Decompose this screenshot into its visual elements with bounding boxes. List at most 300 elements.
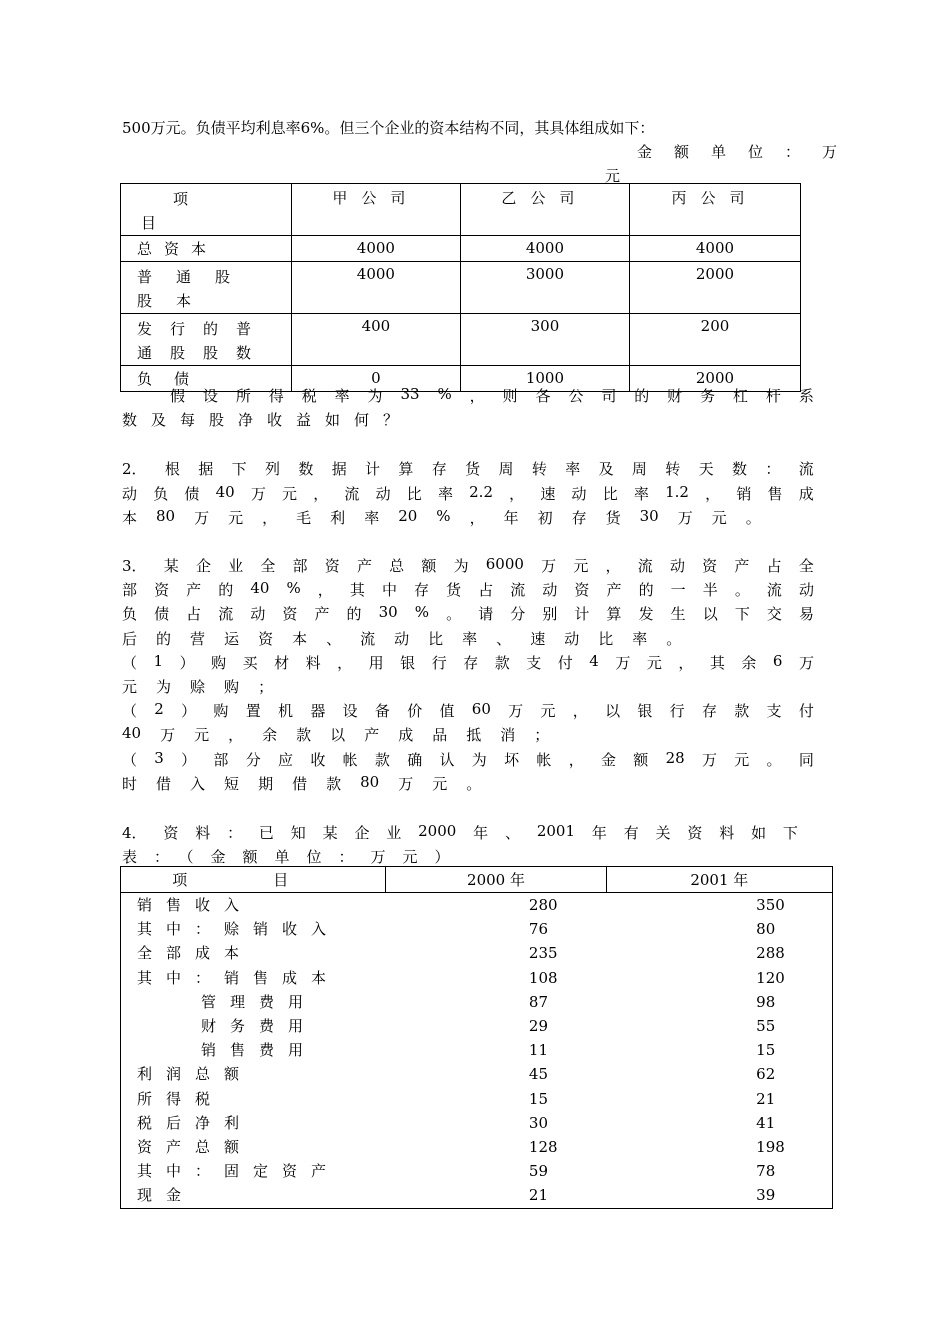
- text-token: 计: [574, 605, 590, 624]
- text-token: 入: [190, 774, 206, 793]
- text-token: 材: [274, 653, 290, 672]
- text-token: 负: [122, 605, 138, 624]
- text-token: 已: [258, 824, 274, 842]
- text-token: ，: [313, 484, 329, 503]
- text-token: 款: [296, 726, 312, 745]
- value-2000: 235: [528, 944, 558, 963]
- text-token: 数: [298, 460, 314, 478]
- text-token: 负: [153, 484, 169, 503]
- text-token: 的: [218, 581, 234, 600]
- text-token: ，: [317, 581, 333, 600]
- cell-value: 2000: [629, 366, 800, 392]
- q3-text-line: [122, 579, 814, 600]
- table-row: [121, 990, 833, 1014]
- value-2001: 80: [756, 920, 776, 939]
- text-token: 转: [531, 460, 547, 478]
- text-token: 成: [798, 484, 814, 503]
- row-label: 管理费用: [201, 992, 318, 1011]
- text-token: ）: [181, 750, 197, 769]
- text-token: 帐: [342, 750, 358, 769]
- text-token: 40: [122, 724, 142, 743]
- header-2001: 2001 年: [606, 867, 832, 893]
- text-token: （: [122, 702, 138, 721]
- q2-text-line: [122, 458, 814, 479]
- text-token: 周: [631, 460, 647, 478]
- value-2001: 78: [756, 1162, 776, 1181]
- row-label: 普通股股本: [137, 268, 255, 310]
- text-token: ，: [337, 653, 353, 672]
- text-token: 部: [213, 750, 229, 769]
- table-row: [121, 917, 833, 941]
- text-token: 年: [591, 824, 607, 842]
- text-token: 元: [122, 678, 138, 696]
- header-item-label: 项目: [172, 871, 375, 889]
- text-token: 年: [473, 824, 489, 842]
- value-2001: 120: [756, 968, 785, 987]
- text-token: 司: [601, 387, 617, 405]
- cell-value: 4000: [291, 262, 460, 314]
- text-token: 售: [767, 484, 783, 503]
- text-token: 料: [305, 653, 321, 672]
- text-token: 比: [406, 484, 422, 503]
- text-token: 坏: [504, 750, 520, 769]
- table-row: [121, 893, 833, 918]
- header-cell: [460, 184, 629, 236]
- text-token: 动: [250, 605, 266, 624]
- text-token: 据: [198, 460, 214, 478]
- text-token: 万: [250, 484, 266, 503]
- cell-value: 200: [629, 314, 800, 366]
- q3-text-line: [122, 773, 814, 794]
- text-token: 下: [734, 605, 750, 624]
- text-token: 同: [798, 750, 814, 769]
- text-token: ，: [469, 387, 485, 405]
- table-row: [121, 966, 833, 990]
- text-token: 支: [526, 653, 542, 672]
- text-token: 率: [462, 629, 478, 648]
- text-token: 3．: [122, 557, 147, 575]
- text-token: 设: [202, 387, 218, 405]
- text-token: 购: [224, 678, 240, 696]
- text-token: 买: [242, 653, 258, 672]
- text-token: 用: [368, 653, 384, 672]
- text-token: 全: [260, 557, 276, 575]
- text-token: 下: [231, 460, 247, 478]
- value-2001: 198: [756, 1138, 785, 1157]
- row-label: 利润总额: [137, 1065, 254, 1084]
- text-token: 如: [751, 824, 767, 842]
- text-token: 务: [700, 387, 716, 405]
- row-label-cell: [121, 314, 292, 366]
- table-row: [121, 236, 801, 262]
- table-row: [121, 1135, 833, 1159]
- text-token: 20: [398, 507, 418, 525]
- row-label: 总资本: [137, 240, 219, 258]
- text-token: 计: [365, 460, 381, 478]
- q2-text-line: [122, 483, 814, 504]
- text-token: 认: [439, 750, 455, 769]
- text-token: ，: [572, 702, 588, 721]
- text-token: 万: [798, 653, 814, 672]
- text-token: 的: [346, 605, 362, 624]
- text-token: 资: [574, 581, 590, 600]
- text-token: 速: [540, 484, 556, 503]
- text-token: 万: [398, 774, 414, 793]
- value-2000: 11: [528, 1041, 548, 1060]
- text-token: 产: [364, 726, 380, 745]
- text-token: ；: [534, 726, 550, 745]
- text-token: 为: [471, 750, 487, 769]
- text-token: 根: [164, 460, 180, 478]
- row-label: 全部成本: [137, 944, 254, 963]
- text-token: 占: [766, 557, 782, 575]
- value-2001: 350: [756, 896, 785, 914]
- text-token: 转: [665, 460, 681, 478]
- value-2001: 41: [756, 1113, 776, 1132]
- text-token: 设: [342, 702, 358, 721]
- table-header-row: [121, 867, 833, 893]
- text-token: 率: [632, 629, 648, 648]
- text-token: 余: [741, 653, 757, 672]
- text-token: 元: [194, 726, 210, 745]
- text-token: 销: [736, 484, 752, 503]
- text-token: 占: [478, 581, 494, 600]
- text-token: 6000: [485, 555, 524, 573]
- text-token: 。: [446, 605, 462, 624]
- cell-value: 2000: [629, 262, 800, 314]
- value-2001: 15: [756, 1041, 776, 1060]
- intro-text: 500万元。负债平均利息率6%。但三个企业的资本结构不同，其具体组成如下：: [122, 119, 655, 137]
- value-2001: 98: [756, 992, 776, 1011]
- value-2000: 59: [528, 1162, 548, 1181]
- text-token: 率: [633, 484, 649, 503]
- text-token: 6: [772, 651, 783, 670]
- value-2000: 128: [528, 1138, 558, 1157]
- row-label: 现金: [137, 1186, 196, 1205]
- text-token: 比: [602, 484, 618, 503]
- text-token: 知: [290, 824, 306, 842]
- row-label: 其中：销售成本: [137, 968, 341, 987]
- text-token: 列: [264, 460, 280, 478]
- cell-value: 4000: [629, 236, 800, 262]
- q3-text-line: [122, 700, 814, 721]
- text-token: 。: [734, 581, 750, 600]
- value-2000: 21: [528, 1186, 548, 1205]
- text-token: 一: [670, 581, 686, 600]
- text-token: 请: [478, 605, 494, 624]
- text-token: 中: [381, 581, 397, 600]
- header-item-first: 项: [173, 190, 189, 208]
- text-token: 某: [322, 824, 338, 842]
- text-token: 付: [798, 702, 814, 721]
- text-token: 动: [375, 484, 391, 503]
- value-2000: 87: [528, 992, 548, 1011]
- cell-value: 4000: [291, 236, 460, 262]
- cell-value: 3000: [460, 262, 629, 314]
- text-token: 银: [637, 702, 653, 721]
- text-token: 存: [414, 581, 430, 600]
- text-token: 毛: [296, 509, 312, 527]
- text-token: 率: [437, 484, 453, 503]
- text-token: 机: [278, 702, 294, 721]
- header-cell: [291, 184, 460, 236]
- table-row: [121, 941, 833, 965]
- table-header-row: [121, 184, 801, 236]
- text-token: 抵: [466, 726, 482, 745]
- row-label: 销售费用: [201, 1041, 318, 1060]
- text-token: 值: [439, 702, 455, 721]
- value-2000: 76: [528, 920, 548, 939]
- text-token: 1.2: [665, 482, 689, 501]
- text-token: 率: [334, 387, 350, 405]
- text-token: 备: [374, 702, 390, 721]
- text-token: %: [414, 603, 430, 622]
- text-token: 40: [215, 482, 235, 501]
- text-token: 杠: [733, 387, 749, 405]
- row-label: 其中：固定资产: [137, 1162, 341, 1181]
- header-company-b: 乙公司: [501, 189, 589, 207]
- text-token: 33: [400, 385, 420, 403]
- text-token: ，: [568, 750, 584, 769]
- text-token: 公: [568, 387, 584, 405]
- text-token: 据: [331, 460, 347, 478]
- text-token: 。: [466, 774, 482, 793]
- q3-text-line: [122, 749, 814, 770]
- text-token: 万: [677, 509, 693, 527]
- text-token: 的: [156, 629, 172, 648]
- cell-value: 1000: [460, 366, 629, 392]
- text-token: 货: [465, 460, 481, 478]
- text-token: 金: [600, 750, 616, 769]
- text-token: 40: [250, 579, 270, 598]
- text-token: 得: [268, 387, 284, 405]
- text-token: 有: [623, 824, 639, 842]
- text-token: 动: [394, 629, 410, 648]
- text-token: 假: [170, 387, 186, 405]
- text-token: 产: [606, 581, 622, 600]
- text-token: ，: [605, 557, 621, 575]
- text-token: 资: [163, 824, 179, 842]
- text-token: 30: [639, 507, 659, 525]
- text-token: 2: [154, 700, 164, 719]
- text-token: 流: [218, 605, 234, 624]
- text-token: 3: [154, 748, 164, 767]
- text-token: 赊: [190, 678, 206, 696]
- text-token: 。: [766, 750, 782, 769]
- text-token: 本: [122, 509, 138, 527]
- text-token: 动: [571, 484, 587, 503]
- text-token: ）: [179, 653, 195, 672]
- text-token: 。: [745, 509, 761, 527]
- text-token: 杆: [765, 387, 781, 405]
- row-label-cell: [121, 236, 292, 262]
- text-token: 购: [211, 653, 227, 672]
- text-token: ，: [678, 653, 694, 672]
- text-token: 资: [687, 824, 703, 842]
- text-token: 运: [224, 629, 240, 648]
- text-token: 为: [453, 557, 469, 575]
- text-token: 利: [330, 509, 346, 527]
- text-token: 天: [698, 460, 714, 478]
- text-token: 万: [615, 653, 631, 672]
- text-token: 货: [446, 581, 462, 600]
- text-token: 动: [669, 557, 685, 575]
- text-token: 资: [324, 557, 340, 575]
- text-token: 置: [245, 702, 261, 721]
- text-token: 消: [500, 726, 516, 745]
- value-2001: 62: [756, 1065, 776, 1084]
- text-token: %: [437, 385, 452, 403]
- text-token: 元: [228, 509, 244, 527]
- text-token: 存: [701, 702, 717, 721]
- value-2000: 29: [528, 1017, 548, 1036]
- text-token: 产: [314, 605, 330, 624]
- text-token: 支: [766, 702, 782, 721]
- text-token: 流: [637, 557, 653, 575]
- table-body: [121, 893, 833, 1209]
- text-token: 流: [798, 460, 814, 478]
- text-token: 周: [498, 460, 514, 478]
- header-cell: [121, 184, 292, 236]
- text-token: 、: [496, 629, 512, 648]
- text-token: 余: [262, 726, 278, 745]
- text-token: 元: [646, 653, 662, 672]
- text-token: 4．: [122, 824, 147, 842]
- text-token: 款: [734, 702, 750, 721]
- text-token: 货: [605, 509, 621, 527]
- cell-value: 0: [291, 366, 460, 392]
- text-token: 部: [122, 581, 138, 600]
- text-token: 比: [428, 629, 444, 648]
- text-token: 收: [310, 750, 326, 769]
- text-token: 万: [701, 750, 717, 769]
- text-token: 、: [504, 824, 520, 842]
- table-row: [121, 1111, 833, 1135]
- text-token: 后: [122, 629, 138, 648]
- text-token: 全: [798, 557, 814, 575]
- q3-text-line: [122, 603, 814, 624]
- text-token: 流: [766, 581, 782, 600]
- text-token: 以: [330, 726, 346, 745]
- text-token: 本: [292, 629, 308, 648]
- text-token: ，: [262, 509, 278, 527]
- financial-data-table: [120, 866, 833, 1209]
- text-token: 额: [421, 557, 437, 575]
- text-token: ：: [765, 460, 781, 478]
- value-2001: 55: [756, 1017, 776, 1036]
- row-label: 负债: [137, 370, 212, 388]
- text-token: 帐: [536, 750, 552, 769]
- text-token: 比: [598, 629, 614, 648]
- q3-text-line: [122, 555, 814, 576]
- text-token: 流: [360, 629, 376, 648]
- text-token: %: [436, 507, 451, 525]
- text-token: 存: [431, 460, 447, 478]
- text-token: 2001: [536, 822, 576, 840]
- row-label: 发行的普通股股数: [137, 320, 270, 362]
- text-token: 关: [655, 824, 671, 842]
- text-token: 元: [711, 509, 727, 527]
- text-token: 确: [407, 750, 423, 769]
- header-cell: [629, 184, 800, 236]
- text-token: 所: [235, 387, 251, 405]
- text-token: %: [286, 579, 301, 598]
- header-2000: 2000 年: [386, 867, 606, 893]
- q1-text-line-1: [170, 385, 814, 406]
- text-token: 流: [344, 484, 360, 503]
- header-item: [121, 867, 386, 893]
- table-row: [121, 1014, 833, 1038]
- text-token: （: [122, 653, 138, 672]
- text-token: 分: [510, 605, 526, 624]
- text-token: 料: [195, 824, 211, 842]
- text-token: ；: [258, 678, 274, 696]
- text-token: 率: [364, 509, 380, 527]
- q3-text-line: [122, 724, 814, 745]
- text-token: 其: [709, 653, 725, 672]
- text-token: ）: [181, 702, 197, 721]
- text-token: 则: [502, 387, 518, 405]
- text-token: 半: [702, 581, 718, 600]
- table-row: [121, 262, 801, 314]
- table-row: [121, 1159, 833, 1183]
- text-token: 4: [589, 651, 599, 670]
- text-token: 时: [122, 774, 138, 793]
- text-token: 财: [667, 387, 683, 405]
- text-token: （: [122, 750, 138, 769]
- text-token: 产: [186, 581, 202, 600]
- text-token: 速: [530, 629, 546, 648]
- text-token: 流: [510, 581, 526, 600]
- text-token: 动: [798, 581, 814, 600]
- text-token: 分: [245, 750, 261, 769]
- text-token: 28: [665, 748, 685, 767]
- text-token: 、: [326, 629, 342, 648]
- text-token: 总: [389, 557, 405, 575]
- text-token: 存: [571, 509, 587, 527]
- text-token: 元: [540, 702, 556, 721]
- text-token: 借: [156, 774, 172, 793]
- text-token: 的: [634, 387, 650, 405]
- text-token: 器: [310, 702, 326, 721]
- text-token: 以: [605, 702, 621, 721]
- cell-value: 4000: [460, 236, 629, 262]
- value-2000: 108: [528, 968, 558, 987]
- text-token: 借: [292, 774, 308, 793]
- row-label: 其中：赊销收入: [137, 920, 341, 939]
- text-token: ，: [469, 509, 485, 527]
- value-2000: 280: [528, 896, 558, 914]
- text-token: 资: [282, 605, 298, 624]
- text-token: 及: [598, 460, 614, 478]
- capital-structure-table: [120, 183, 801, 392]
- text-token: 年: [503, 509, 519, 527]
- text-token: 行: [431, 653, 447, 672]
- text-token: 银: [400, 653, 416, 672]
- row-label-cell: [121, 262, 292, 314]
- q3-text-line: [122, 628, 814, 649]
- text-token: 80: [360, 772, 380, 791]
- text-token: ，: [228, 726, 244, 745]
- text-token: 价: [407, 702, 423, 721]
- text-token: ，: [705, 484, 721, 503]
- header-company-c: 丙公司: [671, 189, 759, 207]
- text-token: 2．: [122, 460, 147, 478]
- text-token: 款: [326, 774, 342, 793]
- text-token: 行: [669, 702, 685, 721]
- text-token: 万: [541, 557, 557, 575]
- cell-value: 300: [460, 314, 629, 366]
